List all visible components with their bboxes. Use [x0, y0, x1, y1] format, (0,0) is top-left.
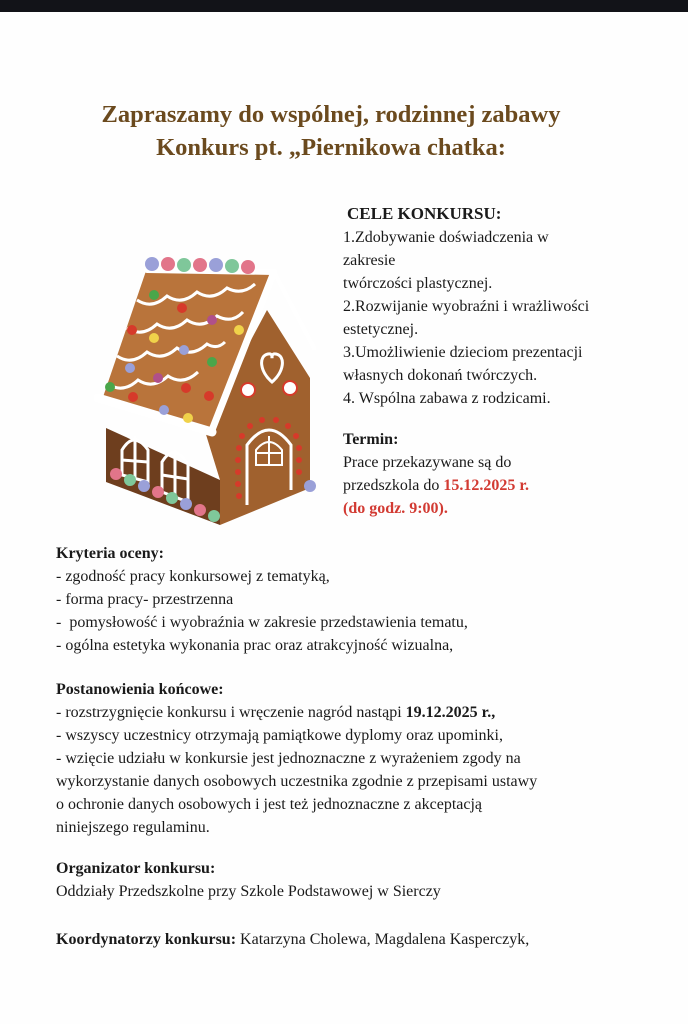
- provision-item: - wzięcie udziału w konkursie jest jednoznaczne z wyrażeniem zgody na: [56, 750, 521, 767]
- organizer-heading: Organizator konkursu:: [56, 860, 216, 877]
- results-date: 19.12.2025 r.,: [405, 704, 496, 721]
- criteria-heading: Kryteria oceny:: [56, 545, 164, 562]
- goal-line: 2.Rozwijanie wyobraźni i wrażliwości: [343, 298, 590, 315]
- goal-line: 3.Umożliwienie dzieciom prezentacji: [343, 344, 583, 361]
- deadline-date-line: [343, 474, 529, 497]
- criteria-section: [56, 542, 666, 657]
- goals-section: [343, 202, 663, 410]
- status-bar: [0, 0, 688, 12]
- coordinators-value: Katarzyna Cholewa, Magdalena Kasperczyk,: [236, 931, 530, 948]
- gingerbread-house-illustration: [92, 250, 322, 535]
- goal-line: 4. Wspólna zabawa z rodzicami.: [343, 390, 551, 407]
- criteria-item: - forma pracy- przestrzenna: [56, 591, 234, 608]
- final-provisions-heading: Postanowienia końcowe:: [56, 681, 224, 698]
- deadline-date: 15.12.2025 r.: [443, 477, 530, 494]
- organizer-section: [56, 857, 666, 903]
- deadline-heading: Termin:: [343, 431, 399, 448]
- organizer-value: Oddziały Przedszkolne przy Szkole Podstawowej w Sierczy: [56, 883, 441, 900]
- coordinators-line: [56, 928, 666, 951]
- provision-item: wykorzystanie danych osobowych uczestnika zgodnie z przepisami ustawy: [56, 773, 538, 790]
- goal-line: własnych dokonań twórczych.: [343, 367, 538, 384]
- goal-line: 1.Zdobywanie doświadczenia w: [343, 229, 549, 246]
- provision-item: [56, 701, 666, 724]
- criteria-item: - zgodność pracy konkursowej z tematyką,: [56, 568, 330, 585]
- provision-item: - wszyscy uczestnicy otrzymają pamiątkowe dyplomy oraz upominki,: [56, 727, 503, 744]
- criteria-item: - ogólna estetyka wykonania prac oraz atrakcyjność wizualna,: [56, 637, 454, 654]
- goal-line: twórczości plastycznej.: [343, 275, 493, 292]
- provision-prefix: - rozstrzygnięcie konkursu i wręczenie nagród nastąpi: [56, 704, 406, 721]
- deadline-prefix: przedszkola do: [343, 477, 444, 494]
- coordinators-heading: Koordynatorzy konkursu:: [56, 931, 237, 948]
- goals-heading: CELE KONKURSU:: [347, 204, 502, 223]
- goal-line: estetycznej.: [343, 321, 419, 338]
- criteria-item: - pomysłowość i wyobraźnia w zakresie przedstawienia tematu,: [56, 614, 468, 631]
- coordinators-section: [56, 928, 666, 951]
- page-subtitle: Konkurs pt. „Piernikowa chatka:: [156, 134, 506, 161]
- provision-item: niniejszego regulaminu.: [56, 819, 210, 836]
- peppermint-candy-left: [241, 383, 255, 397]
- final-provisions-section: [56, 678, 666, 839]
- deadline-line: Prace przekazywane są do: [343, 454, 512, 471]
- page-title: Zapraszamy do wspólnej, rodzinnej zabawy: [101, 101, 561, 128]
- deadline-section: [343, 428, 529, 520]
- goal-line: zakresie: [343, 252, 396, 269]
- provision-item: o ochronie danych osobowych i jest też jednoznaczne z akceptacją: [56, 796, 483, 813]
- deadline-time: (do godz. 9:00).: [343, 500, 448, 517]
- peppermint-candy-right: [283, 381, 297, 395]
